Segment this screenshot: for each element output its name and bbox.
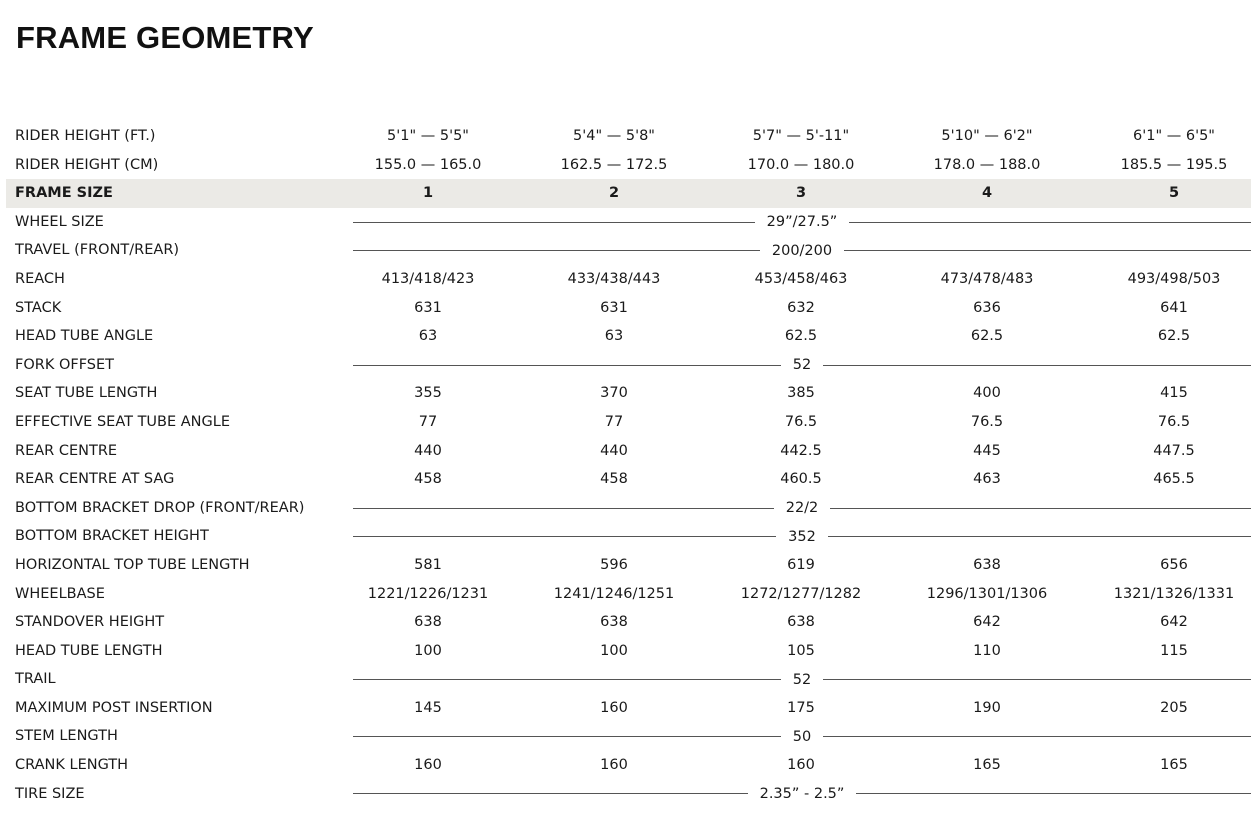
table-cell: 1296/1301/1306 [926, 585, 1048, 602]
table-cell: 170.0 — 180.0 [747, 156, 855, 173]
divider-line [353, 793, 748, 794]
table-row [6, 294, 1251, 323]
table-cell: 5 [1168, 185, 1180, 202]
table-cell: 1272/1277/1282 [740, 585, 862, 602]
row-label: RIDER HEIGHT (CM) [15, 156, 159, 173]
row-label: STEM LENGTH [15, 728, 118, 745]
row-label: TRAIL [15, 671, 56, 688]
span-value-text: 22/2 [785, 500, 819, 517]
table-cell: 5'1" — 5'5" [387, 128, 469, 144]
table-cell: 642 [1160, 614, 1188, 631]
span-value-text: 52 [792, 671, 812, 688]
span-value-text: 50 [792, 728, 812, 745]
divider-line [353, 536, 776, 537]
table-cell: 76.5 [970, 413, 1004, 430]
divider-line [823, 679, 1251, 680]
row-label: RIDER HEIGHT (FT.) [15, 128, 156, 144]
table-row [6, 465, 1251, 494]
table-cell: 110 [973, 642, 1001, 659]
spanning-value [353, 351, 1251, 380]
table-cell: 415 [1160, 385, 1188, 402]
table-cell: 458 [414, 471, 442, 488]
table-cell: 463 [973, 471, 1001, 488]
table-cell: 656 [1160, 556, 1188, 573]
row-label: TRAVEL (FRONT/REAR) [15, 242, 180, 259]
table-cell: 62.5 [1157, 328, 1191, 345]
table-cell: 4 [981, 185, 993, 202]
row-label: HORIZONTAL TOP TUBE LENGTH [15, 556, 250, 573]
table-cell: 581 [414, 556, 442, 573]
table-cell: 1241/1246/1251 [553, 585, 675, 602]
table-cell: 165 [1160, 757, 1188, 774]
table-row [6, 722, 1251, 751]
table-cell: 465.5 [1153, 471, 1195, 488]
table-cell: 160 [600, 699, 628, 716]
table-cell: 453/458/463 [754, 270, 848, 287]
table-cell: 631 [600, 299, 628, 316]
row-label: MAXIMUM POST INSERTION [15, 699, 213, 716]
table-cell: 162.5 — 172.5 [560, 156, 668, 173]
table-cell: 636 [973, 299, 1001, 316]
table-cell: 63 [604, 328, 624, 345]
table-row [6, 179, 1251, 208]
span-value-text: 2.35” - 2.5” [759, 785, 845, 802]
row-label: STANDOVER HEIGHT [15, 614, 165, 631]
table-row [6, 665, 1251, 694]
table-row [6, 751, 1251, 780]
page-title: FRAME GEOMETRY [16, 20, 314, 55]
row-label: BOTTOM BRACKET DROP (FRONT/REAR) [15, 499, 305, 516]
row-label: REAR CENTRE AT SAG [15, 471, 175, 488]
table-cell: 100 [414, 642, 442, 659]
table-row [6, 522, 1251, 551]
spanning-value [353, 494, 1251, 523]
divider-line [353, 222, 755, 223]
table-cell: 76.5 [1157, 413, 1191, 430]
table-row [6, 236, 1251, 265]
row-label: WHEELBASE [15, 585, 105, 602]
row-label: BOTTOM BRACKET HEIGHT [15, 528, 209, 545]
table-cell: 105 [787, 642, 815, 659]
table-row [6, 322, 1251, 351]
table-cell: 638 [414, 614, 442, 631]
divider-line [353, 365, 781, 366]
table-cell: 642 [973, 614, 1001, 631]
table-cell: 631 [414, 299, 442, 316]
table-cell: 1221/1226/1231 [367, 585, 489, 602]
row-label: FORK OFFSET [15, 356, 115, 373]
table-cell: 596 [600, 556, 628, 573]
spanning-value [353, 722, 1251, 751]
table-cell: 5'10" — 6'2" [941, 128, 1033, 144]
divider-line [353, 736, 781, 737]
table-cell: 641 [1160, 299, 1188, 316]
table-cell: 433/438/443 [567, 270, 661, 287]
table-row [6, 122, 1251, 151]
table-row [6, 608, 1251, 637]
table-row [6, 351, 1251, 380]
table-cell: 178.0 — 188.0 [933, 156, 1041, 173]
table-cell: 175 [787, 699, 815, 716]
divider-line [353, 508, 774, 509]
row-label: EFFECTIVE SEAT TUBE ANGLE [15, 413, 231, 430]
divider-line [849, 222, 1251, 223]
row-label: TIRE SIZE [15, 785, 85, 802]
table-row [6, 780, 1251, 809]
span-value-text: 52 [792, 357, 812, 374]
table-row [6, 379, 1251, 408]
table-row [6, 208, 1251, 237]
row-label: WHEEL SIZE [15, 213, 104, 230]
spanning-value [353, 236, 1251, 265]
table-cell: 460.5 [780, 471, 822, 488]
table-cell: 385 [787, 385, 815, 402]
table-cell: 493/498/503 [1127, 270, 1221, 287]
geometry-table [6, 122, 1251, 808]
table-cell: 6'1" — 6'5" [1133, 128, 1215, 144]
row-label: HEAD TUBE ANGLE [15, 328, 154, 345]
row-label: CRANK LENGTH [15, 757, 129, 774]
divider-line [856, 793, 1251, 794]
divider-line [844, 250, 1251, 251]
table-cell: 62.5 [970, 328, 1004, 345]
spanning-value [353, 665, 1251, 694]
table-cell: 3 [795, 185, 807, 202]
table-cell: 165 [973, 757, 1001, 774]
table-row [6, 265, 1251, 294]
span-value-text: 352 [788, 528, 816, 545]
table-cell: 160 [414, 757, 442, 774]
table-cell: 1321/1326/1331 [1113, 585, 1235, 602]
row-label: STACK [15, 299, 62, 316]
table-cell: 62.5 [784, 328, 818, 345]
table-cell: 115 [1160, 642, 1188, 659]
spanning-value [353, 522, 1251, 551]
divider-line [828, 536, 1251, 537]
table-cell: 100 [600, 642, 628, 659]
divider-line [823, 365, 1251, 366]
table-row [6, 637, 1251, 666]
table-cell: 63 [418, 328, 438, 345]
table-cell: 440 [600, 442, 628, 459]
table-cell: 458 [600, 471, 628, 488]
spanning-value [353, 208, 1251, 237]
table-cell: 2 [608, 185, 620, 202]
table-cell: 638 [973, 556, 1001, 573]
table-cell: 185.5 — 195.5 [1120, 156, 1228, 173]
row-label: REACH [15, 270, 65, 287]
row-label: HEAD TUBE LENGTH [15, 642, 163, 659]
table-cell: 205 [1160, 699, 1188, 716]
row-label: SEAT TUBE LENGTH [15, 385, 158, 402]
table-cell: 370 [600, 385, 628, 402]
table-cell: 413/418/423 [381, 270, 475, 287]
table-row [6, 551, 1251, 580]
table-cell: 155.0 — 165.0 [374, 156, 482, 173]
table-row [6, 408, 1251, 437]
table-cell: 5'7" — 5'-11" [752, 128, 850, 144]
span-value-text: 29”/27.5” [766, 214, 838, 231]
divider-line [830, 508, 1251, 509]
table-cell: 160 [787, 757, 815, 774]
table-cell: 447.5 [1153, 442, 1195, 459]
table-cell: 619 [787, 556, 815, 573]
table-cell: 77 [418, 413, 438, 430]
table-cell: 160 [600, 757, 628, 774]
divider-line [353, 679, 781, 680]
row-label: REAR CENTRE [15, 442, 118, 459]
span-value-text: 200/200 [771, 242, 833, 259]
table-cell: 445 [973, 442, 1001, 459]
table-row [6, 151, 1251, 180]
table-cell: 5'4" — 5'8" [573, 128, 655, 144]
table-cell: 145 [414, 699, 442, 716]
table-row [6, 494, 1251, 523]
row-label: FRAME SIZE [15, 185, 113, 202]
table-cell: 77 [604, 413, 624, 430]
divider-line [823, 736, 1251, 737]
table-cell: 638 [787, 614, 815, 631]
spanning-value [353, 780, 1251, 809]
table-cell: 473/478/483 [940, 270, 1034, 287]
divider-line [353, 250, 760, 251]
table-row [6, 437, 1251, 466]
table-cell: 400 [973, 385, 1001, 402]
table-cell: 76.5 [784, 413, 818, 430]
table-cell: 1 [422, 185, 434, 202]
table-cell: 190 [973, 699, 1001, 716]
table-cell: 440 [414, 442, 442, 459]
table-cell: 355 [414, 385, 442, 402]
table-row [6, 694, 1251, 723]
table-row [6, 580, 1251, 609]
table-cell: 442.5 [780, 442, 822, 459]
table-cell: 632 [787, 299, 815, 316]
table-cell: 638 [600, 614, 628, 631]
